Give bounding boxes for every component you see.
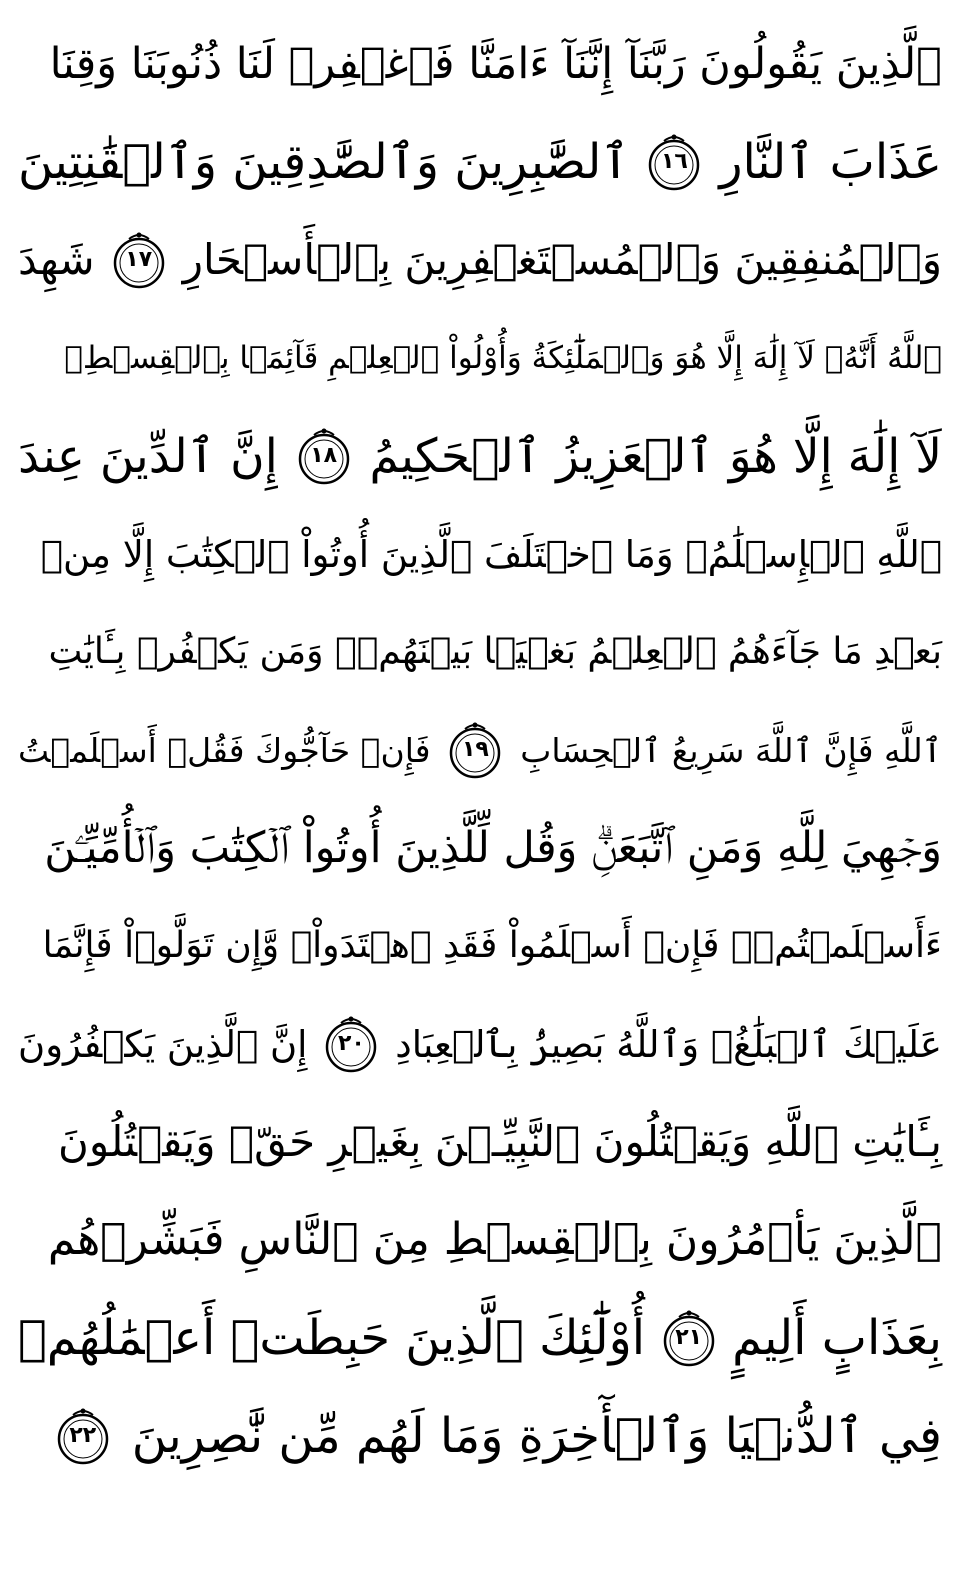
verse-text: بِـَٔايَٰتِ ٱللَّهِ وَيَقۡتُلُونَ ٱلنَّبِيِّـۧنَ بِغَيۡرِ حَقّٖ وَيَقۡتُلُونَ — [57, 1117, 942, 1166]
verse-number: ٢٢ — [69, 1423, 97, 1448]
verse-end-marker — [320, 1013, 382, 1075]
text-line-12 — [18, 1102, 942, 1182]
text-line-5 — [18, 416, 942, 496]
verse-text: فِي ٱلدُّنۡيَا وَٱلۡأٓخِرَةِ وَمَا لَهُم مِّن نَّٰصِرِينَ — [131, 1408, 942, 1464]
verse-number: ٢١ — [675, 1325, 703, 1350]
verse-text: إِنَّ ٱلَّذِينَ يَكۡفُرُونَ — [18, 1022, 308, 1066]
verse-text: عَذَابَ ٱلنَّارِ — [719, 134, 942, 190]
verse-number: ١٩ — [462, 737, 489, 762]
text-line-1 — [18, 24, 942, 104]
text-line-4 — [18, 318, 942, 398]
text-line-3 — [18, 220, 942, 300]
verse-text: ٱلَّذِينَ يَقُولُونَ رَبَّنَآ إِنَّنَآ ءَامَنَّا فَٱغۡفِرۡ لَنَا ذُنُوبَنَا وَقِنَا — [49, 38, 942, 89]
verse-end-marker — [643, 131, 705, 193]
text-line-8 — [18, 710, 942, 790]
text-line-10 — [18, 906, 942, 986]
text-line-15 — [18, 1396, 942, 1476]
verse-text: ٱللَّهِ فَإِنَّ ٱللَّهَ سَرِيعُ ٱلۡحِسَابِ — [520, 730, 942, 770]
verse-text: بَعۡدِ مَا جَآءَهُمُ ٱلۡعِلۡمُ بَغۡيَۢا بَيۡنَهُمۡۗ وَمَن يَكۡفُرۡ بِـَٔايَٰتِ — [48, 631, 942, 672]
verse-text: شَهِدَ — [18, 235, 95, 284]
verse-text: وَٱلۡمُنفِقِينَ وَٱلۡمُسۡتَغۡفِرِينَ بِٱلۡأَسۡحَارِ — [182, 235, 942, 284]
verse-text: ءَأَسۡلَمۡتُمۡۚ فَإِنۡ أَسۡلَمُواْ فَقَدِ ٱهۡتَدَواْۖ وَّإِن تَوَلَّوۡاْ فَإِنَّمَا — [42, 925, 942, 966]
verse-text: ٱللَّهُ أَنَّهُۥ لَآ إِلَٰهَ إِلَّا هُوَ وَٱلۡمَلَٰٓئِكَةُ وَأُوْلُواْ ٱلۡعِلۡمِ قَآئِمَۢا بِٱلۡقِسۡطِۚ — [64, 339, 942, 376]
verse-text: عَلَيۡكَ ٱلۡبَلَٰغُۗ وَٱللَّهُ بَصِيرُۢ بِٱلۡعِبَادِ — [395, 1022, 942, 1066]
text-line-13 — [18, 1200, 942, 1280]
text-line-14 — [18, 1298, 942, 1378]
verse-end-marker — [444, 719, 506, 781]
verse-end-marker — [108, 229, 170, 291]
verse-text: ٱلصَّٰبِرِينَ وَٱلصَّٰدِقِينَ وَٱلۡقَٰنِتِينَ — [18, 134, 630, 190]
text-line-7 — [18, 612, 942, 692]
text-line-9 — [18, 808, 942, 888]
verse-end-marker — [52, 1405, 114, 1467]
verse-text: بِعَذَابٍ أَلِيمٍ — [732, 1310, 942, 1366]
verse-number: ١٧ — [125, 247, 153, 272]
text-line-2 — [18, 122, 942, 202]
verse-end-marker — [293, 425, 355, 487]
verse-number: ١٨ — [310, 443, 338, 468]
verse-text: إِنَّ ٱلدِّينَ عِندَ — [18, 428, 278, 484]
text-line-6 — [18, 514, 942, 594]
verse-text: لَآ إِلَٰهَ إِلَّا هُوَ ٱلۡعَزِيزُ ٱلۡحَكِيمُ — [369, 428, 942, 484]
verse-text: ٱللَّهِ ٱلۡإِسۡلَٰمُۗ وَمَا ٱخۡتَلَفَ ٱلَّذِينَ أُوتُواْ ٱلۡكِتَٰبَ إِلَّا مِنۢ — [40, 532, 942, 576]
verse-text: أُوْلَٰٓئِكَ ٱلَّذِينَ حَبِطَتۡ أَعۡمَٰلُهُمۡ — [18, 1310, 646, 1366]
text-line-11 — [18, 1004, 942, 1084]
verse-end-marker — [658, 1307, 720, 1369]
verse-text: وَجۡهِيَ لِلَّهِ وَمَنِ ٱتَّبَعَنِۗ وَقُل لِّلَّذِينَ أُوتُواْ ٱلۡكِتَٰبَ وَٱلۡأُمِّيِّـۧنَ — [44, 822, 942, 873]
verse-number: ٢٠ — [337, 1031, 365, 1056]
verse-text: ٱلَّذِينَ يَأۡمُرُونَ بِٱلۡقِسۡطِ مِنَ ٱلنَّاسِ فَبَشِّرۡهُم — [47, 1214, 942, 1265]
verse-text: فَإِنۡ حَآجُّوكَ فَقُلۡ أَسۡلَمۡتُ — [18, 730, 431, 770]
verse-number: ١٦ — [661, 149, 688, 174]
